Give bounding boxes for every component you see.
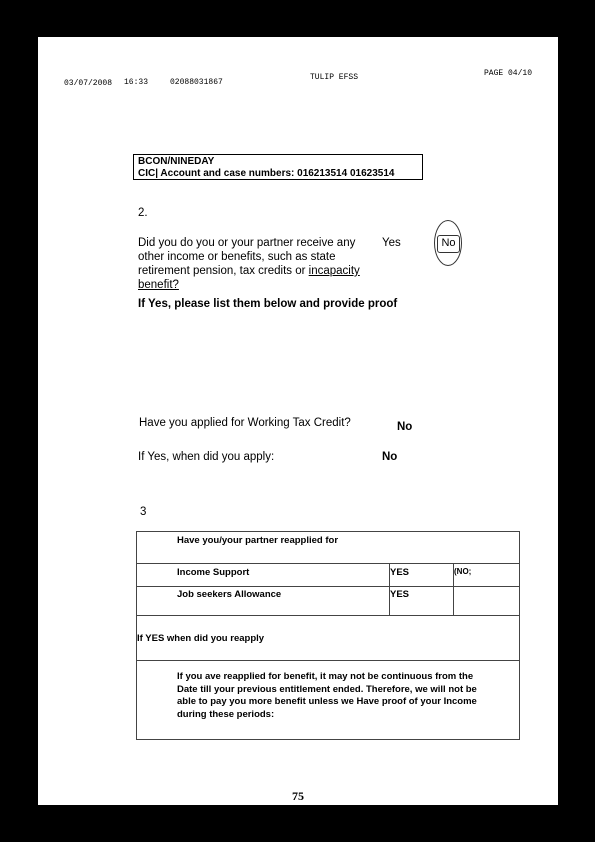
- fax-sender: TULIP EFSS: [310, 73, 359, 82]
- reapply-table: [136, 531, 520, 740]
- benefits-question: [138, 236, 360, 292]
- question-underlined-1: incapacity: [308, 265, 360, 277]
- question-underlined-2: benefit?: [138, 279, 179, 291]
- document-page: [38, 37, 558, 805]
- table-header: Have you/your partner reapplied for: [177, 535, 339, 546]
- note-line: If you ave reapplied for benefit, it may not be continuous from the: [177, 671, 474, 682]
- note-line: during these periods:: [177, 708, 275, 720]
- fax-page: PAGE 04/10: [484, 69, 533, 78]
- fax-date: 03/07/2008: [64, 79, 113, 88]
- table-divider: [137, 586, 519, 587]
- table-divider: [137, 615, 519, 616]
- wtc-answer: No: [397, 421, 413, 433]
- reference-line-2: CIC| Account and case numbers: 016213514 01623514: [138, 168, 395, 179]
- question-line-2: other income or benefits, such as state: [138, 251, 336, 263]
- table-divider: [137, 563, 519, 564]
- when-question: If Yes, when did you apply:: [138, 451, 275, 463]
- table-divider: [137, 660, 519, 661]
- fax-time: 16:33: [124, 78, 149, 87]
- reapply-when-label: If YES when did you reapply: [137, 633, 265, 644]
- when-answer: No: [382, 451, 398, 463]
- reapply-note: [177, 671, 517, 721]
- section-2-number: 2.: [138, 207, 148, 219]
- note-line: Date till your previous entitlement ended. Therefore, we will not be: [177, 683, 477, 695]
- reference-box: [133, 154, 423, 180]
- question-line-3: [138, 264, 360, 278]
- row-label-income-support: Income Support: [177, 567, 250, 578]
- reference-line-1: BCON/NINEDAY: [138, 156, 215, 167]
- fax-phone: 02088031867: [170, 78, 223, 87]
- proof-instruction: If Yes, please list them below and provide proof: [138, 298, 398, 310]
- circled-no-text: No: [437, 235, 460, 253]
- row-yes-income-support: YES: [390, 567, 410, 578]
- yes-label: Yes: [382, 237, 401, 249]
- question-line-3-text: retirement pension, tax credits or: [138, 265, 309, 277]
- wtc-question: Have you applied for Working Tax Credit?: [139, 417, 351, 429]
- section-3-number: 3: [140, 506, 147, 518]
- note-line: able to pay you more benefit unless we Have proof of your Income: [177, 696, 477, 707]
- circled-no-mark: [434, 220, 462, 266]
- question-line-1: Did you do you or your partner receive any: [138, 237, 356, 249]
- page-number: 75: [292, 789, 304, 803]
- row-label-jsa: Job seekers Allowance: [177, 589, 282, 600]
- row-yes-jsa: YES: [390, 589, 410, 600]
- row-no-income-support: (NO;: [454, 567, 472, 576]
